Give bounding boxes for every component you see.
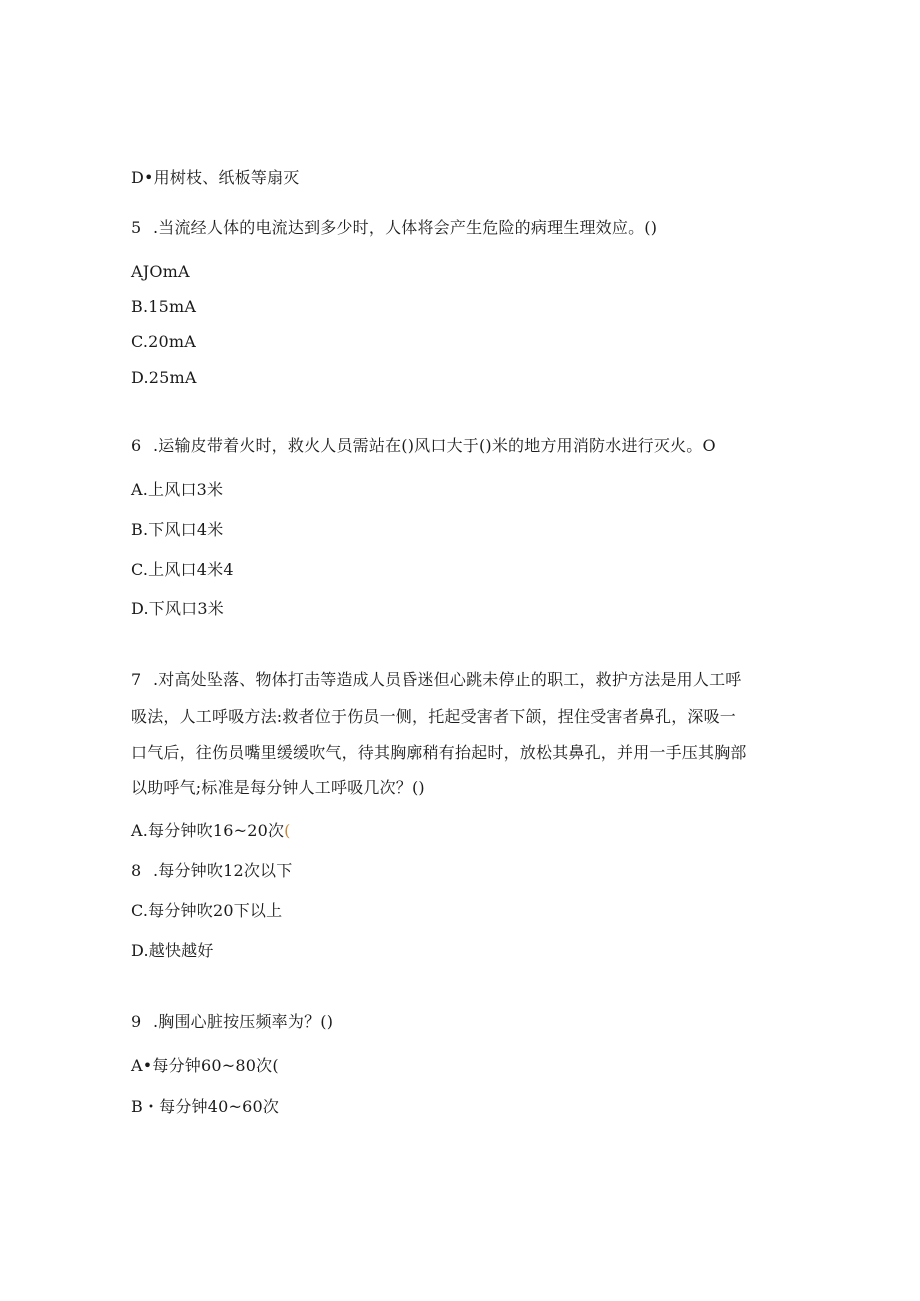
question-text: .对高处坠落、物体打击等造成人员昏迷但心跳未停止的职工，救护方法是用人工呼 bbox=[153, 670, 742, 689]
option-text: C.20mA bbox=[131, 332, 197, 351]
option-9b bbox=[131, 1097, 279, 1117]
option-6d bbox=[131, 599, 224, 619]
question-number: 6 bbox=[131, 436, 142, 455]
option-5c bbox=[131, 332, 196, 352]
option-6b bbox=[131, 520, 223, 540]
question-text: .运输皮带着火时，救火人员需站在()风口大于()米的地方用消防水进行灭火。O bbox=[153, 436, 716, 455]
option-text: AJOmA bbox=[131, 262, 190, 281]
question-number: 5 bbox=[131, 218, 142, 237]
option-7a bbox=[131, 821, 291, 841]
question-text: 口气后，往伤员嘴里缓缓吹气，待其胸廓稍有抬起时，放松其鼻孔，并用一手压其胸部 bbox=[131, 743, 747, 762]
option-text: B・每分钟40~60次 bbox=[131, 1097, 280, 1116]
question-text: .每分钟吹12次以下 bbox=[153, 861, 293, 880]
option-text: C.上风口4米4 bbox=[131, 560, 234, 579]
question-7-line-2 bbox=[131, 707, 736, 727]
option-text: D.越快越好 bbox=[131, 941, 214, 960]
option-text: D•用树枝、纸板等扇灭 bbox=[131, 168, 300, 187]
option-5d bbox=[131, 368, 197, 388]
option-9a bbox=[131, 1056, 279, 1076]
question-text: 吸法，人工呼吸方法:救者位于伤员一侧，托起受害者下颌，捏住受害者鼻孔，深吸一 bbox=[131, 707, 736, 726]
option-6c bbox=[131, 560, 234, 580]
question-text: 以助呼气;标准是每分钟人工呼吸几次？() bbox=[131, 778, 425, 797]
question-text: .胸围心脏按压频率为？() bbox=[153, 1012, 334, 1031]
option-suffix: ( bbox=[284, 821, 291, 840]
option-7c bbox=[131, 901, 282, 921]
question-number: 9 bbox=[131, 1012, 142, 1031]
option-text: D.25mA bbox=[131, 368, 197, 387]
option-text: C.每分钟吹20下以上 bbox=[131, 901, 283, 920]
option-5b bbox=[131, 297, 196, 317]
question-6 bbox=[131, 436, 716, 456]
question-7-line-3 bbox=[131, 743, 747, 763]
question-7-line-4 bbox=[131, 778, 425, 798]
option-text: A.每分钟吹16~20次 bbox=[131, 821, 285, 840]
option-5a bbox=[131, 262, 190, 282]
option-text: B.15mA bbox=[131, 297, 197, 316]
option-4d bbox=[131, 168, 299, 188]
option-text: B.下风口4米 bbox=[131, 520, 224, 539]
question-text: .当流经人体的电流达到多少时，人体将会产生危险的病理生理效应。() bbox=[153, 218, 658, 237]
question-number: 7 bbox=[131, 670, 142, 689]
option-text: A.上风口3米 bbox=[131, 480, 224, 499]
option-text: A•每分钟60~80次( bbox=[131, 1056, 279, 1075]
question-number: 8 bbox=[131, 861, 142, 880]
option-6a bbox=[131, 480, 223, 500]
question-8 bbox=[131, 861, 292, 881]
question-9 bbox=[131, 1012, 333, 1032]
question-7 bbox=[131, 670, 742, 690]
question-5 bbox=[131, 218, 657, 238]
option-7d bbox=[131, 941, 214, 961]
option-text: D.下风口3米 bbox=[131, 599, 224, 618]
